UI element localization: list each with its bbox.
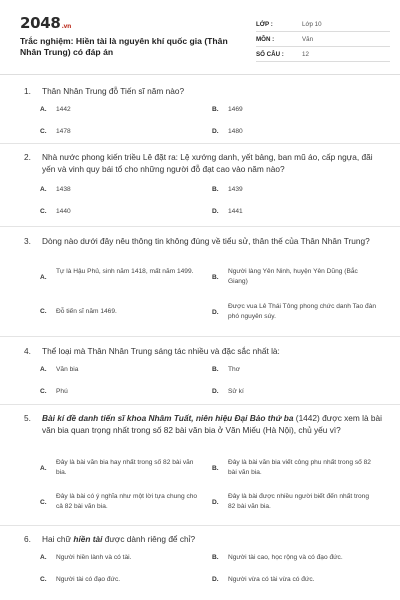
question-number: 1. [24,86,31,96]
question-number: 5. [24,413,31,423]
question-3 [24,235,382,331]
question-stem: Thể loại mà Thân Nhân Trung sáng tác nhiều và đặc sắc nhất là: [42,346,280,356]
option-letter: D. [212,388,219,395]
option-text: Đây là bài có ý nghĩa như một lời tựa chung cho cả 82 bài văn bia. [56,493,198,510]
option-letter: B. [212,106,219,113]
option-text: Văn bia [56,366,79,373]
page-header [20,14,380,66]
option-text: 1469 [228,106,243,113]
question-divider [0,226,400,227]
option-text: Được vua Lê Thái Tông phong chức danh Tao đàn phó nguyên súy. [228,303,377,320]
option-letter: A. [40,465,47,472]
option-letter: A. [40,366,47,373]
meta-row-class [256,17,390,32]
option-text: Phú [56,388,68,395]
option-text: Đây là bài văn bia viết công phu nhất trong số 82 bài văn bia. [228,459,371,476]
meta-row-count [256,47,390,62]
option-letter: C. [40,128,47,135]
meta-key: MÔN : [256,36,275,43]
option-text: 1478 [56,128,71,135]
option-letter: C. [40,499,47,506]
question-divider [0,404,400,405]
option-text: 1480 [228,128,243,135]
option-text: Người làng Yên Ninh, huyện Yên Dũng (Bắc Giang) [228,268,358,285]
option-text: 1439 [228,186,243,193]
question-4 [24,345,382,405]
option-text: Đây là bài được nhiều người biết đến nhất trong 82 bài văn bia. [228,493,370,510]
option-letter: C. [40,576,47,583]
option-text: Đỗ tiến sĩ năm 1469. [56,308,117,315]
question-2 [24,151,382,225]
option-letter: D. [212,499,219,506]
option-letter: A. [40,106,47,113]
option-letter: B. [212,554,219,561]
option-text: Người tài có đạo đức. [56,576,121,583]
meta-key: LỚP : [256,21,273,28]
option-text: 1440 [56,208,71,215]
question-divider [0,525,400,526]
option-text: Người tài cao, học rộng và có đạo đức. [228,554,343,561]
question-number: 6. [24,534,31,544]
meta-value: Lớp 10 [302,21,322,28]
question-number: 3. [24,236,31,246]
option-text: 1442 [56,106,71,113]
option-letter: A. [40,554,47,561]
question-text [24,151,382,175]
question-stem-pre: Hai chữ [42,534,74,544]
meta-key: SỐ CÂU : [256,51,284,58]
question-stem: Nhà nước phong kiến triều Lê đặt ra: Lệ xướng danh, yết bảng, ban mũ áo, cấp ngựa, đãi yến và vinh quy bái tổ cho những người đỗ đạt cao vào năm nào? [42,152,373,174]
option-letter: B. [212,366,219,373]
question-stem-emphasis: Bài kí đề danh tiến sĩ khoa Nhâm Tuất, niên hiệu Đại Bảo thứ ba [42,413,294,423]
question-stem: Dòng nào dưới đây nêu thông tin không đúng về tiểu sử, thân thế của Thân Nhân Trung? [42,236,370,246]
question-stem: Thân Nhân Trung đỗ Tiến sĩ năm nào? [42,86,185,96]
logo-tld: .vn [61,23,72,30]
question-stem: (1442) được xem là bài văn bia quan trọng nhất trong số 82 bài văn bia ở Văn Miếu (Hà Nội), chủ yếu vì? [42,413,382,435]
question-text [24,235,382,247]
option-letter: C. [40,208,47,215]
question-divider [0,143,400,144]
meta-value: 12 [302,51,309,58]
option-text: Tự là Hậu Phủ, sinh năm 1418, mất năm 1499. [56,268,194,275]
question-stem-emphasis: hiền tài [73,534,103,544]
option-text: Người vừa có tài vừa có đức. [228,576,315,583]
header-divider [0,74,400,75]
option-text: Đây là bài văn bia hay nhất trong số 82 bài văn bia. [56,459,194,476]
meta-panel [256,17,390,62]
meta-row-subject [256,32,390,47]
option-letter: B. [212,274,219,281]
question-text [24,345,382,357]
question-text [24,533,382,545]
question-number: 4. [24,346,31,356]
option-letter: D. [212,309,219,316]
question-divider [0,336,400,337]
option-letter: D. [212,576,219,583]
option-text: Thơ [228,366,241,373]
option-text: Sử kí [228,388,244,395]
option-letter: A. [40,186,47,193]
question-number: 2. [24,152,31,162]
option-letter: C. [40,388,47,395]
option-text: 1441 [228,208,243,215]
logo-text: 2048 [20,14,61,32]
question-1 [24,85,382,145]
option-letter: B. [212,186,219,193]
option-letter: D. [212,208,219,215]
question-text [24,412,382,436]
question-6 [24,533,382,593]
option-text: 1438 [56,186,71,193]
quiz-title: Trắc nghiệm: Hiền tài là nguyên khí quốc gia (Thân Nhân Trung) có đáp án [20,36,228,57]
option-letter: B. [212,465,219,472]
option-letter: D. [212,128,219,135]
meta-value: Văn [302,36,314,43]
option-letter: C. [40,308,47,315]
question-text [24,85,382,97]
question-5 [24,412,382,524]
option-text: Người hiền lành và có tài. [56,554,132,561]
question-stem: được dành riêng để chỉ? [102,534,196,544]
site-logo[interactable] [20,14,71,32]
option-letter: A. [40,274,47,281]
